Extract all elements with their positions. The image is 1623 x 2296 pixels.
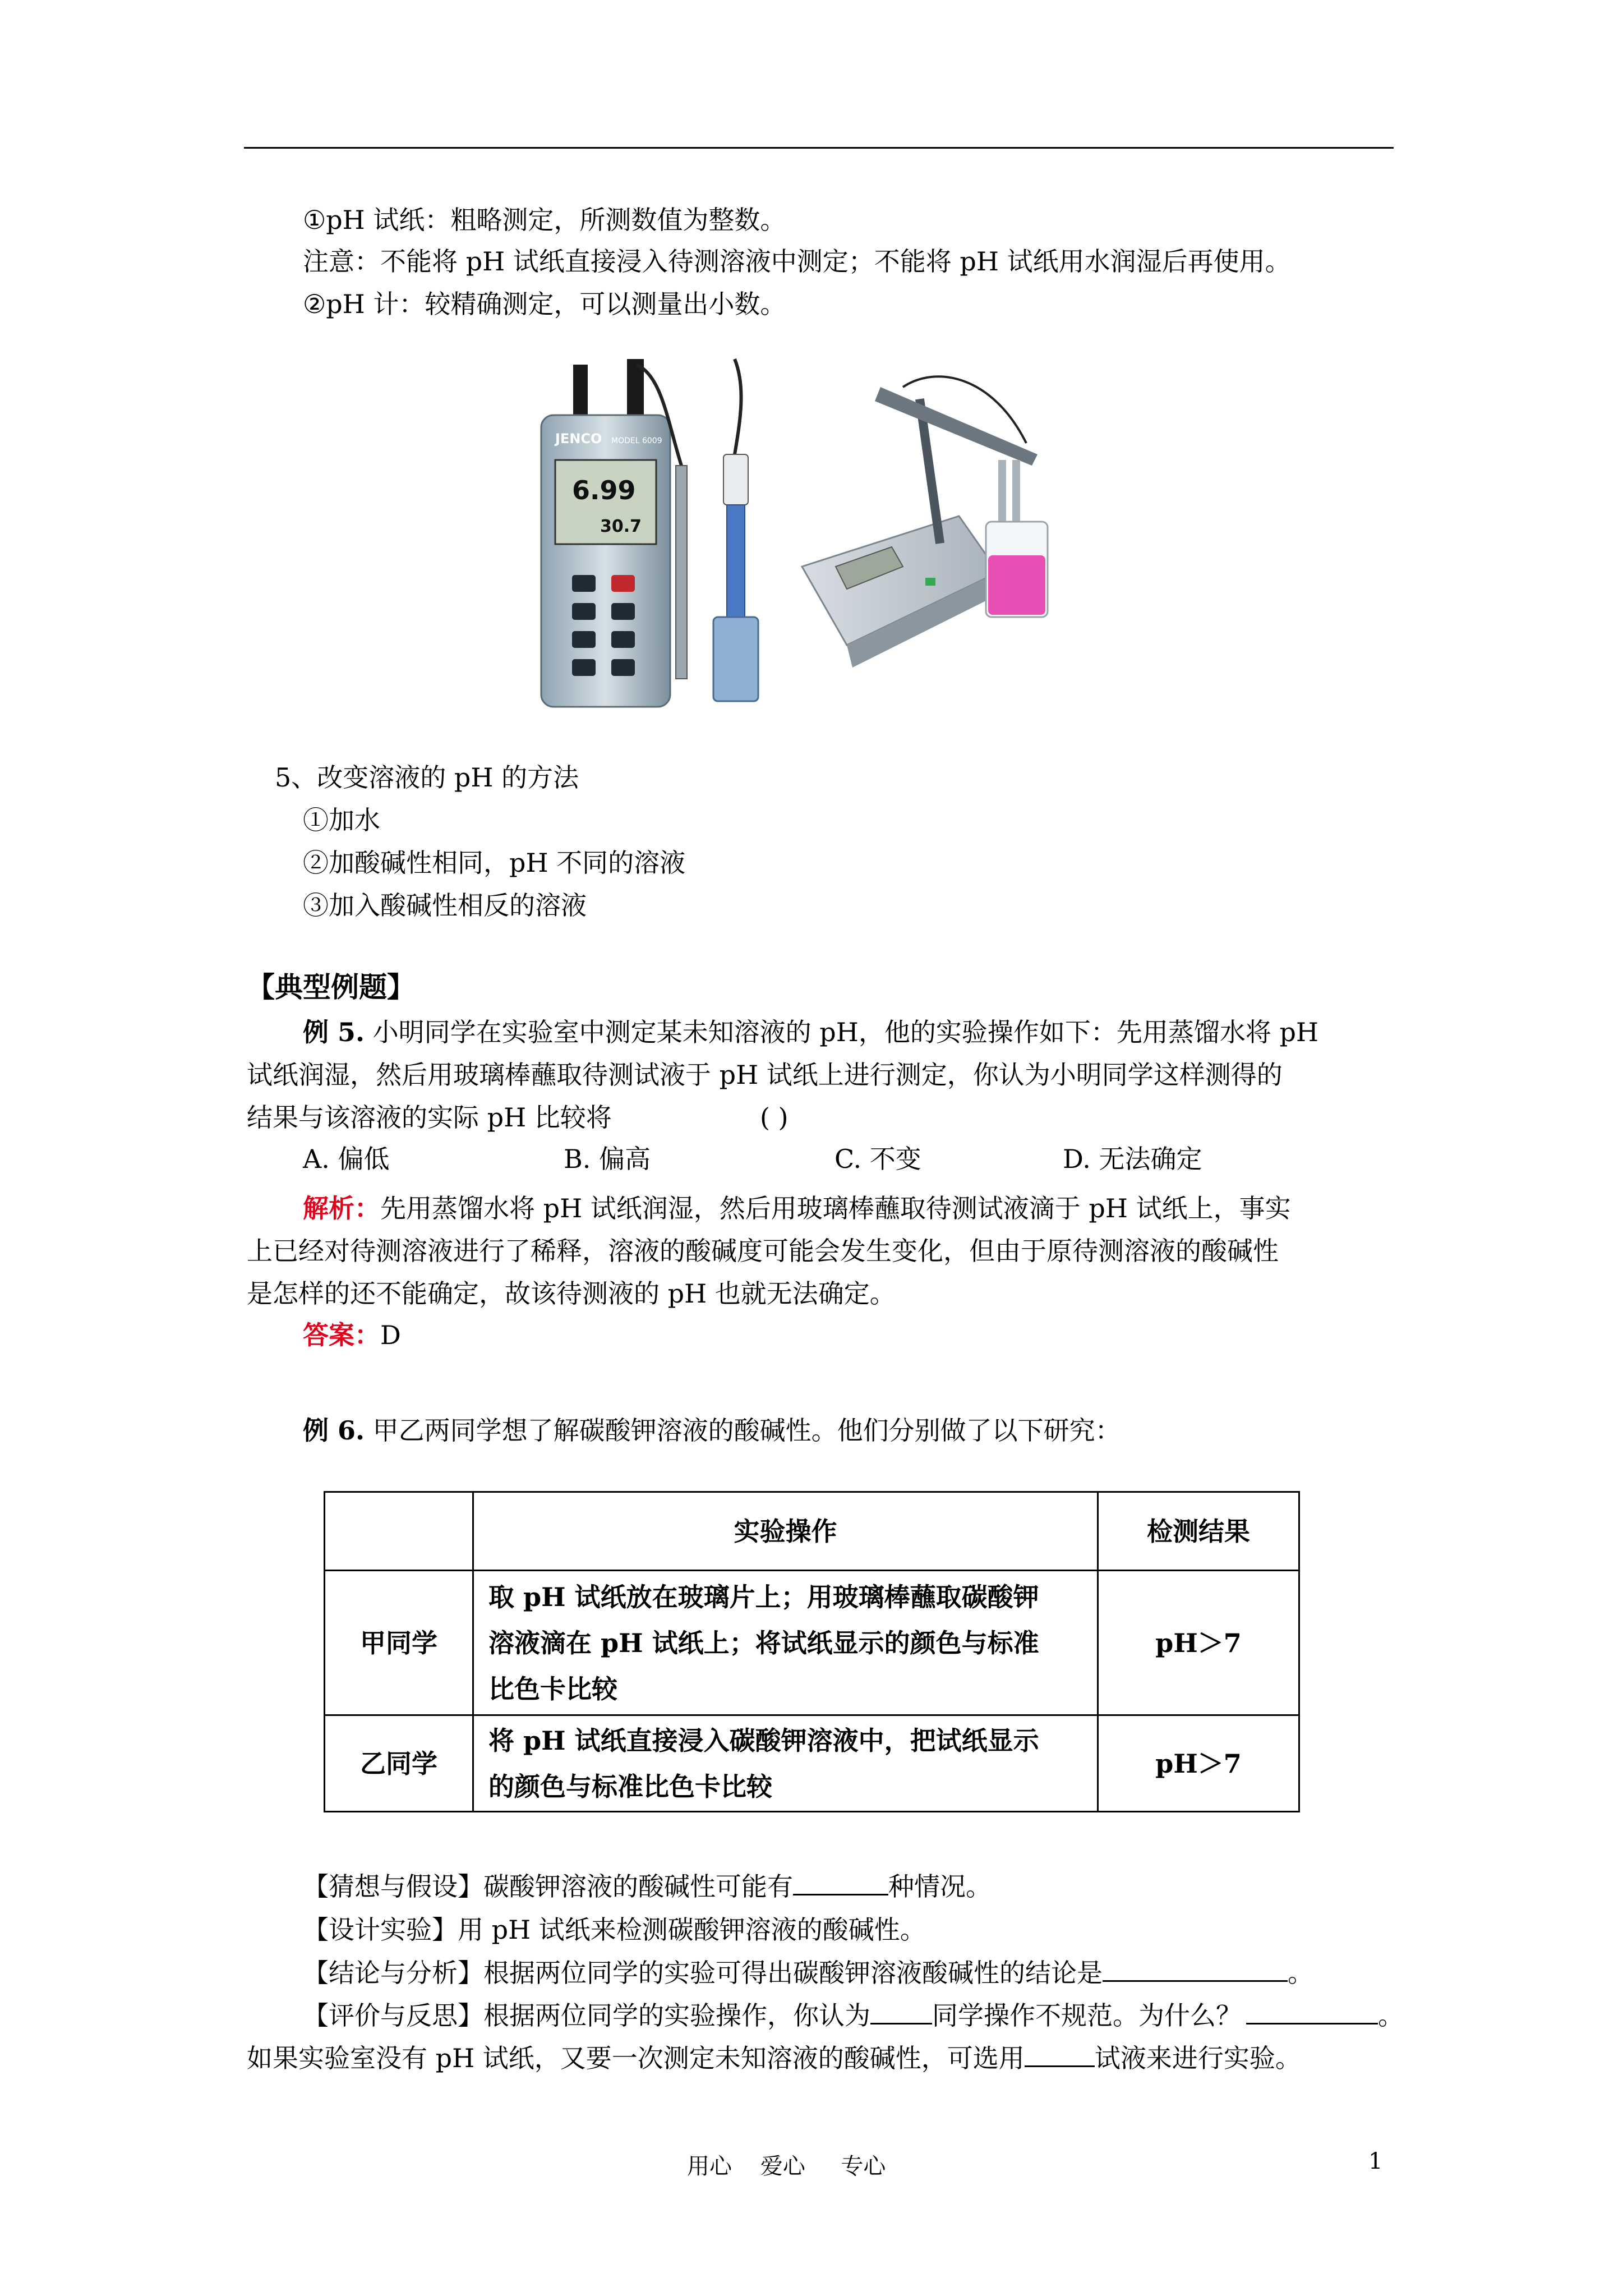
question-design: 【设计实验】用 pH 试纸来检测碳酸钾溶液的酸碱性。 [303,1915,926,1945]
row-operation [473,1715,1098,1812]
evaluation-text-end: 。 [1378,2000,1404,2031]
ex5-bracket: ( ) [760,1102,789,1133]
evaluation-text-mid: 同学操作不规范。为什么？ [932,2000,1242,2031]
row-operation-line: 溶液滴在 pH 试纸上；将试纸显示的颜色与标准 [488,1627,1039,1658]
section5-item3: ③加入酸碱性相反的溶液 [303,890,587,921]
section5-item2: ②加酸碱性相同，pH 不同的溶液 [303,848,686,878]
table-header-row [325,1492,1299,1571]
row-operation-line: 的颜色与标准比色卡比较 [488,1771,772,1802]
meter-model: MODEL 6009 [611,436,662,445]
ex5-analysis-line2: 上已经对待测溶液进行了稀释，溶液的酸碱度可能会发生变化，但由于原待测溶液的酸碱性 [247,1236,1279,1266]
experiment-table [324,1491,1300,1812]
ex5-text1: 小明同学在实验室中测定某未知溶液的 pH，他的实验操作如下：先用蒸馏水将 pH [365,1017,1319,1047]
ex5-option-b: B. 偏高 [564,1144,651,1174]
section-title: 【典型例题】 [247,970,415,1004]
analysis-label: 解析： [303,1193,380,1223]
ph-meter-line: ②pH 计：较精确测定，可以测量出小数。 [303,289,786,319]
electrode-cup [713,617,758,701]
section5-item1: ①加水 [303,805,380,835]
section5-title: 5、改变溶液的 pH 的方法 [275,762,579,793]
ex5-option-c: C. 不变 [834,1144,921,1174]
row-result: pH＞7 [1098,1715,1299,1812]
ex5-line3: 结果与该溶液的实际 pH 比较将 [247,1102,612,1133]
analysis-text1: 先用蒸馏水将 pH 试纸润湿，然后用玻璃棒蘸取待测试液滴于 pH 试纸上，事实 [380,1193,1291,1223]
ex6-label: 例 6. [303,1415,365,1446]
table-row [325,1715,1299,1812]
row-result: pH＞7 [1098,1571,1299,1715]
table-header-empty [325,1492,473,1571]
question-hypothesis [303,1869,992,1903]
ex6-intro-line [303,1414,1121,1447]
ex5-line1 [303,1015,1318,1049]
row-operation [473,1571,1098,1715]
ex5-analysis-line3: 是怎样的还不能确定，故该待测液的 pH 也就无法确定。 [247,1278,896,1309]
row-student-name: 甲同学 [325,1571,473,1715]
ex6-intro: 甲乙两同学想了解碳酸钾溶液的酸碱性。他们分别做了以下研究： [365,1415,1121,1446]
indicator-text: 如果实验室没有 pH 试纸，又要一次测定未知溶液的酸碱性，可选用 [247,2043,1025,2073]
ph-electrode [727,505,745,634]
answer-label: 答案： [303,1320,380,1350]
ex5-option-d: D. 无法确定 [1063,1144,1202,1174]
conclusion-text: 【结论与分析】根据两位同学的实验可得出碳酸钾溶液酸碱性的结论是 [303,1958,1103,1988]
ex5-answer-line [303,1318,401,1352]
question-evaluation [303,1998,1404,2032]
header-rule [244,147,1394,149]
row-operation-line: 比色卡比较 [488,1673,617,1704]
meter-brand: JENCO [555,431,602,447]
evaluation-blank-1[interactable] [870,1998,932,2024]
ex5-line2: 试纸润湿，然后用玻璃棒蘸取待测试液于 pH 试纸上进行测定，你认为小明同学这样测得的 [247,1060,1283,1090]
ex5-label: 例 5. [303,1017,365,1047]
question-indicator [247,2041,1301,2075]
note-line: 注意：不能将 pH 试纸直接浸入待测溶液中测定；不能将 pH 试纸用水润湿后再使用。 [303,246,1291,277]
page-number: 1 [1368,2148,1383,2174]
table-header-result: 检测结果 [1098,1492,1299,1571]
ex5-option-a: A. 偏低 [303,1144,390,1174]
footer-motto: 用心 爱心 专心 [687,2154,886,2179]
indicator-blank[interactable] [1025,2041,1095,2067]
meter-temp: 30.7 [600,517,642,536]
ph-paper-line: ①pH 试纸：粗略测定，所测数值为整数。 [303,205,786,235]
handheld-meter [541,415,670,707]
ph-meter-figure [533,353,1105,718]
meter-reading: 6.99 [572,475,636,505]
row-student-name: 乙同学 [325,1715,473,1812]
row-operation-line: 取 pH 试纸放在玻璃片上；用玻璃棒蘸取碳酸钾 [488,1581,1039,1612]
answer-value: D [380,1320,401,1350]
evaluation-blank-2[interactable] [1246,1998,1378,2024]
conclusion-text-end: 。 [1288,1958,1313,1988]
pink-solution [988,555,1045,615]
evaluation-text: 【评价与反思】根据两位同学的实验操作，你认为 [303,2000,870,2031]
hypothesis-blank[interactable] [793,1869,888,1895]
indicator-text-end: 试液来进行实验。 [1094,2043,1301,2073]
temp-probe [676,466,687,679]
question-conclusion [303,1955,1313,1990]
hypothesis-text-end: 种情况。 [888,1871,992,1902]
table-row [325,1571,1299,1715]
row-operation-line: 将 pH 试纸直接浸入碳酸钾溶液中，把试纸显示 [488,1725,1039,1756]
hypothesis-text: 【猜想与假设】碳酸钾溶液的酸碱性可能有 [303,1871,793,1902]
conclusion-blank[interactable] [1103,1955,1288,1982]
ex5-analysis-line1 [303,1191,1291,1225]
table-header-operation: 实验操作 [473,1492,1098,1571]
